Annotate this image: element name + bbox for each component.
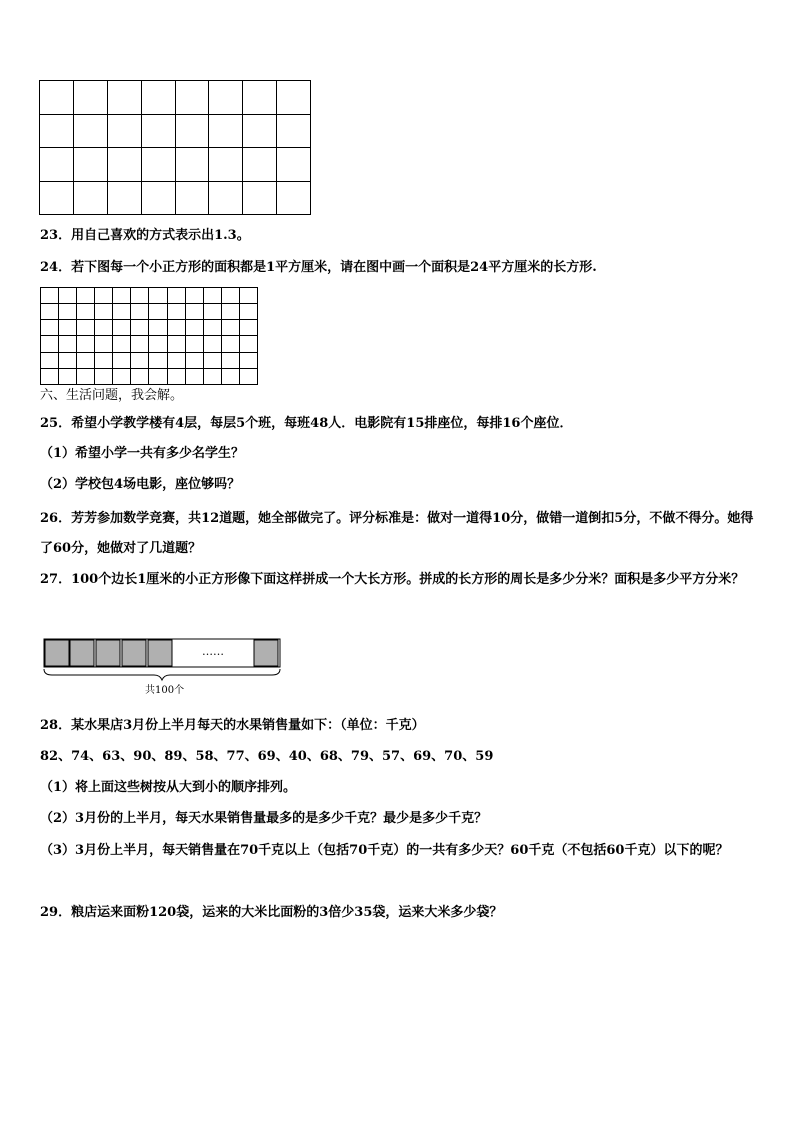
grid-cell <box>95 304 113 320</box>
grid-cell <box>113 288 131 304</box>
grid-cell <box>167 320 185 336</box>
grid-cell <box>185 288 203 304</box>
grid-cell <box>131 320 149 336</box>
grid-cell <box>41 368 59 384</box>
grid-cell <box>40 181 74 215</box>
grid-cell <box>277 81 311 115</box>
grid-cell <box>175 148 209 182</box>
question-23: 23．用自己喜欢的方式表示出1.3。 <box>40 228 250 243</box>
grid-cell <box>203 320 221 336</box>
grid-cell <box>221 368 239 384</box>
grid-cell <box>41 304 59 320</box>
grid-cell <box>203 288 221 304</box>
grid-cell <box>73 148 107 182</box>
grid-cell <box>113 352 131 368</box>
grid-cell <box>167 304 185 320</box>
grid-cell <box>239 352 257 368</box>
grid-cell <box>40 81 74 115</box>
grid-cell <box>209 114 243 148</box>
grid-cell <box>185 304 203 320</box>
grid-cell <box>73 181 107 215</box>
grid-cell <box>107 181 141 215</box>
grid-cell <box>95 352 113 368</box>
unit-square <box>148 640 172 666</box>
grid-cell <box>243 114 277 148</box>
grid-cell <box>175 81 209 115</box>
grid-cell <box>131 288 149 304</box>
brace-label: 共100个 <box>145 685 185 696</box>
grid-cell <box>141 81 175 115</box>
question-28: 28．某水果店3月份上半月每天的水果销售量如下：（单位：千克） <box>40 718 425 733</box>
question-25: 25．希望小学教学楼有4层，每层5个班，每班48人．电影院有15排座位，每排16个座位． <box>40 416 573 431</box>
question-25-part-1: （1）希望小学一共有多少名学生？ <box>40 446 245 461</box>
grid-cell <box>95 320 113 336</box>
grid-cell <box>59 352 77 368</box>
question-24: 24．若下图每一个小正方形的面积都是1平方厘米，请在图中画一个面积是24平方厘米的长方形. <box>40 260 597 275</box>
question-27: 27．100个边长1厘米的小正方形像下面这样拼成一个大长方形。拼成的长方形的周长是多少分米？面积是多少平方分米？ <box>40 572 745 587</box>
grid-cell <box>95 336 113 352</box>
grid-cell <box>113 368 131 384</box>
grid-cell <box>203 368 221 384</box>
grid-cell <box>185 320 203 336</box>
grid-cell <box>185 336 203 352</box>
grid-cell <box>131 368 149 384</box>
grid-cell <box>59 288 77 304</box>
grid-cell <box>59 368 77 384</box>
grid-cell <box>239 304 257 320</box>
grid-cell <box>141 181 175 215</box>
brace <box>44 669 280 680</box>
question-28-part-1: （1）将上面这些树按从大到小的顺序排列。 <box>40 780 297 795</box>
grid-cell <box>77 304 95 320</box>
grid-cell <box>239 288 257 304</box>
grid-cell <box>185 368 203 384</box>
top-grid <box>39 80 311 215</box>
grid-cell <box>243 81 277 115</box>
grid-cell <box>209 148 243 182</box>
grid-cell <box>113 304 131 320</box>
grid-cell <box>40 148 74 182</box>
grid-cell <box>77 320 95 336</box>
grid-cell <box>149 336 167 352</box>
grid-cell <box>239 336 257 352</box>
grid-cell <box>203 352 221 368</box>
grid-cell <box>221 352 239 368</box>
grid-cell <box>149 352 167 368</box>
grid-cell <box>107 114 141 148</box>
area-grid <box>40 287 258 385</box>
grid-cell <box>277 148 311 182</box>
grid-cell <box>59 320 77 336</box>
grid-cell <box>77 352 95 368</box>
ellipsis: …… <box>202 645 224 658</box>
grid-cell <box>149 368 167 384</box>
grid-cell <box>203 336 221 352</box>
grid-cell <box>77 368 95 384</box>
grid-cell <box>221 320 239 336</box>
question-28-part-2: （2）3月份的上半月，每天水果销售量最多的是多少千克？最少是多少千克？ <box>40 811 488 826</box>
grid-cell <box>221 336 239 352</box>
question-25-part-2: （2）学校包4场电影，座位够吗？ <box>40 477 241 492</box>
grid-cell <box>243 181 277 215</box>
grid-cell <box>141 114 175 148</box>
grid-cell <box>107 81 141 115</box>
grid-cell <box>167 336 185 352</box>
grid-cell <box>41 352 59 368</box>
question-29: 29．粮店运来面粉120袋，运来的大米比面粉的3倍少35袋，运来大米多少袋？ <box>40 905 503 920</box>
grid-cell <box>221 304 239 320</box>
grid-cell <box>167 352 185 368</box>
grid-cell <box>141 148 175 182</box>
grid-cell <box>77 336 95 352</box>
grid-cell <box>113 336 131 352</box>
grid-cell <box>131 336 149 352</box>
grid-cell <box>41 320 59 336</box>
unit-square <box>45 640 69 666</box>
grid-cell <box>277 181 311 215</box>
grid-cell <box>73 114 107 148</box>
grid-cell <box>77 288 95 304</box>
grid-cell <box>203 304 221 320</box>
grid-cell <box>59 304 77 320</box>
grid-cell <box>41 336 59 352</box>
grid-cell <box>239 320 257 336</box>
unit-square <box>122 640 146 666</box>
question-26: 26．芳芳参加数学竞赛，共12道题，她全部做完了。评分标准是：做对一道得10分，做错一道倒扣5分，不做不得分。她得了60分，她做对了几道题？ <box>40 511 754 556</box>
grid-cell <box>209 81 243 115</box>
grid-cell <box>41 288 59 304</box>
grid-cell <box>149 288 167 304</box>
grid-cell <box>167 368 185 384</box>
question-28-part-3: （3）3月份上半月，每天销售量在70千克以上（包括70千克）的一共有多少天？60千克（不包括60千克）以下的呢？ <box>40 843 729 858</box>
grid-cell <box>239 368 257 384</box>
grid-cell <box>277 114 311 148</box>
grid-cell <box>95 368 113 384</box>
grid-cell <box>40 114 74 148</box>
section-6-title: 六、生活问题，我会解。 <box>40 388 184 403</box>
grid-cell <box>59 336 77 352</box>
grid-cell <box>131 304 149 320</box>
grid-cell <box>221 288 239 304</box>
grid-cell <box>95 288 113 304</box>
unit-square <box>254 640 278 666</box>
grid-cell <box>175 181 209 215</box>
grid-cell <box>243 148 277 182</box>
grid-cell <box>149 320 167 336</box>
grid-cell <box>73 81 107 115</box>
grid-cell <box>113 320 131 336</box>
unit-square <box>70 640 94 666</box>
grid-cell <box>209 181 243 215</box>
grid-cell <box>175 114 209 148</box>
grid-cell <box>185 352 203 368</box>
grid-cell <box>131 352 149 368</box>
grid-cell <box>107 148 141 182</box>
squares-figure <box>42 636 292 698</box>
grid-cell <box>167 288 185 304</box>
grid-cell <box>149 304 167 320</box>
unit-square <box>96 640 120 666</box>
question-28-data: 82、74、63、90、89、58、77、69、40、68、79、57、69、70、59 <box>40 749 494 764</box>
